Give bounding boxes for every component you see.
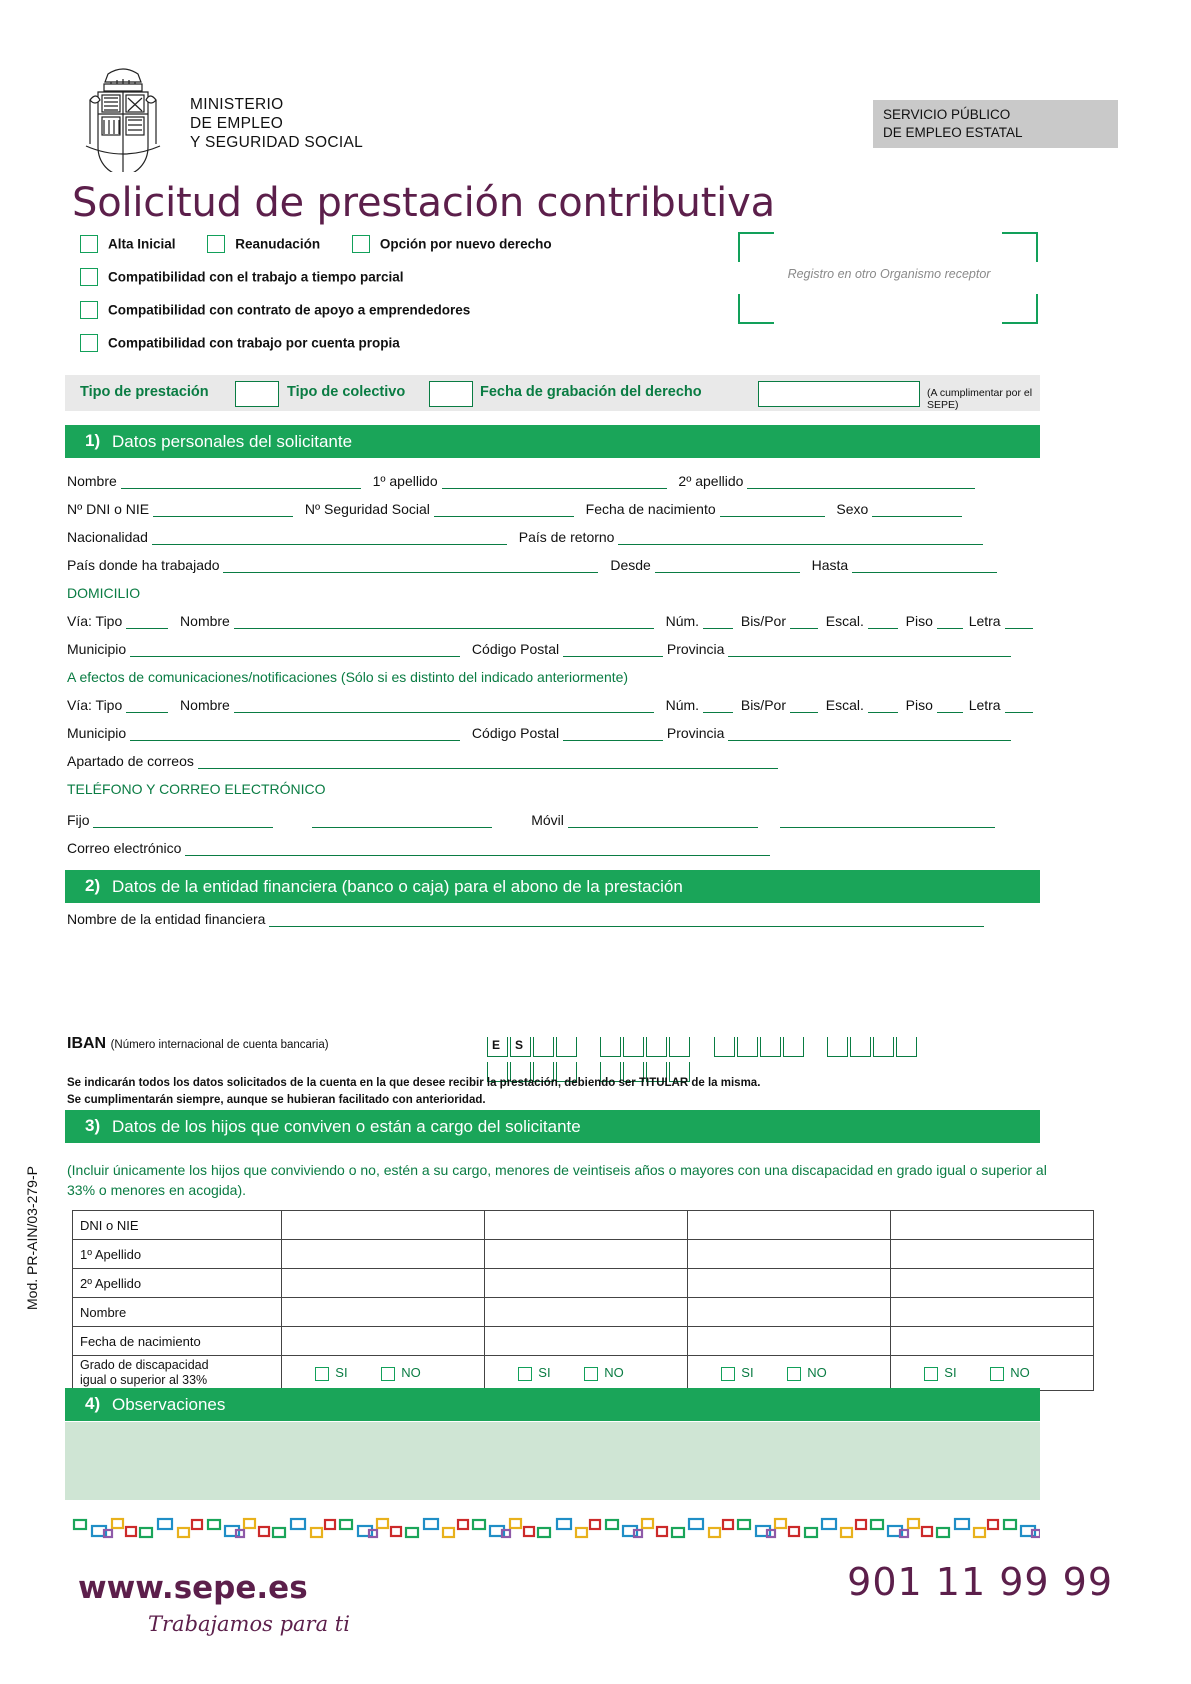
label-via-nombre: Nombre: [180, 697, 230, 713]
cell-disability-1[interactable]: [282, 1356, 485, 1391]
cell-child-4[interactable]: [891, 1240, 1094, 1269]
checkbox-icon[interactable]: [80, 235, 98, 253]
input-pais-trabajado[interactable]: [223, 558, 598, 573]
field-row-nombre: [67, 473, 975, 489]
cell-child-4[interactable]: [891, 1269, 1094, 1298]
iban-cell[interactable]: [760, 1037, 781, 1057]
field-row-notif-via: [67, 697, 1033, 713]
radio-si[interactable]: [721, 1365, 753, 1381]
table-row: [73, 1240, 1094, 1269]
input-municipio[interactable]: [130, 642, 460, 657]
section-number: 2): [85, 876, 101, 895]
radio-no[interactable]: [787, 1365, 827, 1381]
checkbox-icon[interactable]: [924, 1367, 938, 1381]
cell-child-2[interactable]: [485, 1298, 688, 1327]
input-via-nombre[interactable]: [234, 614, 654, 629]
input-nacionalidad[interactable]: [152, 530, 507, 545]
checkbox-icon[interactable]: [518, 1367, 532, 1381]
ministry-line-1: MINISTERIO: [190, 96, 284, 113]
iban-group-2[interactable]: [600, 1037, 692, 1062]
field-row-pais-trabajado: [67, 557, 997, 573]
cell-disability-3[interactable]: [688, 1356, 891, 1391]
iban-cell[interactable]: [714, 1037, 735, 1057]
corner-mark: [1002, 294, 1038, 324]
input-apartado-correos[interactable]: [198, 754, 778, 769]
label-fijo: Fijo: [67, 812, 90, 828]
field-row-dni: [67, 501, 962, 517]
label-no: NO: [1010, 1365, 1030, 1381]
option-alta-inicial[interactable]: [80, 235, 176, 253]
cell-child-3[interactable]: [688, 1298, 891, 1327]
section-title: Observaciones: [112, 1395, 226, 1414]
section-title: Datos personales del solicitante: [112, 432, 353, 451]
table-row: [73, 1269, 1094, 1298]
cell-child-2[interactable]: [485, 1240, 688, 1269]
table-row: [73, 1327, 1094, 1356]
cell-child-1[interactable]: [282, 1211, 485, 1240]
iban-cell[interactable]: [873, 1037, 894, 1057]
label-dni: Nº DNI o NIE: [67, 501, 150, 517]
iban-note-1: Se indicarán todos los datos solicitados de la cuenta en la que desee recibir la prestación, debiendo ser TITULAR de la misma.: [67, 1077, 761, 1089]
label-codigo-postal: Código Postal: [471, 641, 560, 657]
sepe-fill-band: [65, 375, 1040, 411]
subheading-notificaciones: A efectos de comunicaciones/notificaciones (Sólo si es distinto del indicado anteriormente): [67, 669, 629, 685]
cell-child-2[interactable]: [485, 1269, 688, 1298]
input-notif-via-tipo[interactable]: [126, 698, 168, 713]
label-iban: IBAN: [67, 1035, 107, 1052]
checkbox-icon[interactable]: [990, 1367, 1004, 1381]
page-title: Solicitud de prestación contributiva: [72, 180, 775, 226]
input-nombre-entidad[interactable]: [269, 912, 984, 927]
footer-website[interactable]: www.sepe.es: [78, 1570, 308, 1606]
iban-group-1[interactable]: [487, 1037, 579, 1062]
checkbox-icon[interactable]: [381, 1367, 395, 1381]
label-sexo: Sexo: [836, 501, 869, 517]
subheading-domicilio: DOMICILIO: [67, 585, 141, 601]
cell-child-1[interactable]: [282, 1269, 485, 1298]
label-apellido2: 2º apellido: [678, 473, 744, 489]
field-row-apartado: [67, 753, 778, 769]
input-fecha-grabacion[interactable]: [758, 381, 920, 407]
label-codigo-postal: Código Postal: [471, 725, 560, 741]
checkbox-icon[interactable]: [315, 1367, 329, 1381]
label-escal: Escal.: [825, 613, 864, 629]
input-correo[interactable]: [185, 841, 770, 856]
label-letra: Letra: [968, 697, 1001, 713]
checkbox-icon[interactable]: [207, 235, 225, 253]
option-row-1: [80, 235, 720, 268]
label-no: NO: [604, 1365, 624, 1381]
ministry-name: [190, 95, 363, 152]
option-row-3[interactable]: [80, 301, 720, 334]
input-tipo-colectivo[interactable]: [429, 381, 473, 407]
table-row-disability: [73, 1356, 1094, 1391]
label-via-nombre: Nombre: [180, 613, 230, 629]
input-pais-retorno[interactable]: [618, 530, 983, 545]
input-dni[interactable]: [153, 502, 293, 517]
checkbox-icon[interactable]: [80, 334, 98, 352]
label-no: NO: [807, 1365, 827, 1381]
input-desde[interactable]: [655, 558, 800, 573]
ministry-line-3: Y SEGURIDAD SOCIAL: [190, 134, 364, 151]
row-label: Fecha de nacimiento: [73, 1327, 282, 1356]
ministry-line-2: DE EMPLEO: [190, 115, 284, 132]
registro-caption: Registro en otro Organismo receptor: [787, 267, 991, 281]
option-label: Compatibilidad con trabajo por cuenta propia: [108, 335, 400, 351]
radio-si[interactable]: [315, 1365, 347, 1381]
label-provincia: Provincia: [666, 725, 725, 741]
coat-of-arms-spain-icon: [78, 62, 168, 172]
input-via-tipo[interactable]: [126, 614, 168, 629]
subheading-telefono: TELÉFONO Y CORREO ELECTRÓNICO: [67, 781, 326, 797]
label-si: SI: [944, 1365, 957, 1381]
sepe-note: (A cumplimentar por el SEPE): [927, 387, 1033, 411]
checkbox-icon[interactable]: [80, 268, 98, 286]
row-label: 1º Apellido: [73, 1240, 282, 1269]
input-notif-bis-por[interactable]: [790, 698, 818, 713]
label-num: Núm.: [665, 697, 700, 713]
iban-cell[interactable]: [510, 1037, 531, 1057]
label-tipo-prestacion: Tipo de prestación: [80, 384, 209, 400]
iban-cell[interactable]: [623, 1037, 644, 1057]
label-no: NO: [401, 1365, 421, 1381]
input-notif-via-nombre[interactable]: [234, 698, 654, 713]
table-row: [73, 1298, 1094, 1327]
input-sexo[interactable]: [872, 502, 962, 517]
footer-phone: 901 11 99 99: [847, 1560, 1113, 1604]
radio-no[interactable]: [990, 1365, 1030, 1381]
sepe-line-2: DE EMPLEO ESTATAL: [883, 125, 1023, 140]
cell-child-2[interactable]: [485, 1327, 688, 1356]
iban-cell[interactable]: [487, 1037, 508, 1057]
corner-mark: [738, 232, 774, 262]
label-correo: Correo electrónico: [67, 840, 182, 856]
input-escal[interactable]: [868, 614, 898, 629]
label-apartado-correos: Apartado de correos: [67, 753, 194, 769]
iban-cell[interactable]: [669, 1037, 690, 1057]
iban-cell[interactable]: [827, 1037, 848, 1057]
input-notif-piso[interactable]: [937, 698, 963, 713]
label-si: SI: [335, 1365, 348, 1381]
input-apellido1[interactable]: [442, 474, 667, 489]
label-municipio: Municipio: [67, 725, 127, 741]
input-num[interactable]: [703, 614, 733, 629]
input-notif-codigo-postal[interactable]: [563, 726, 663, 741]
field-row-telefonos: [67, 812, 995, 828]
label-seguridad-social: Nº Seguridad Social: [304, 501, 430, 517]
row-label-disability: [73, 1356, 282, 1391]
label-piso: Piso: [905, 613, 933, 629]
iban-group-3[interactable]: [714, 1037, 806, 1062]
input-letra[interactable]: [1005, 614, 1033, 629]
field-row-correo: [67, 840, 770, 856]
cell-disability-4[interactable]: [891, 1356, 1094, 1391]
option-label: Alta Inicial: [108, 236, 176, 252]
section-1-header: [65, 425, 1040, 458]
input-provincia[interactable]: [728, 642, 1011, 657]
registro-stamp-area: [738, 232, 1038, 324]
radio-no[interactable]: [381, 1365, 421, 1381]
option-row-4[interactable]: [80, 334, 720, 367]
input-apellido2[interactable]: [747, 474, 975, 489]
checkbox-icon[interactable]: [787, 1367, 801, 1381]
input-piso[interactable]: [937, 614, 963, 629]
corner-mark: [1002, 232, 1038, 262]
iban-cell[interactable]: [850, 1037, 871, 1057]
input-fijo-1[interactable]: [93, 813, 273, 828]
label-escal: Escal.: [825, 697, 864, 713]
radio-si[interactable]: [518, 1365, 550, 1381]
label-nombre-entidad: Nombre de la entidad financiera: [67, 911, 266, 927]
input-nombre[interactable]: [121, 474, 361, 489]
option-label: Reanudación: [235, 236, 321, 252]
cell-child-2[interactable]: [485, 1211, 688, 1240]
checkbox-icon[interactable]: [721, 1367, 735, 1381]
cell-child-4[interactable]: [891, 1298, 1094, 1327]
label-via-tipo: Vía: Tipo: [67, 613, 123, 629]
cell-child-1[interactable]: [282, 1298, 485, 1327]
section-number: 1): [85, 431, 101, 450]
label-apellido1: 1º apellido: [372, 473, 438, 489]
iban-notes: [67, 1075, 760, 1109]
field-row-notif-municipio: [67, 725, 1011, 741]
label-si: SI: [741, 1365, 754, 1381]
label-via-tipo: Vía: Tipo: [67, 697, 123, 713]
input-tipo-prestacion[interactable]: [235, 381, 279, 407]
observaciones-textarea[interactable]: [65, 1422, 1040, 1500]
table-row: [73, 1211, 1094, 1240]
option-label: Opción por nuevo derecho: [379, 236, 552, 252]
label-bis-por: Bis/Por: [740, 697, 786, 713]
section-number: 3): [85, 1116, 101, 1135]
label-hasta: Hasta: [811, 557, 849, 573]
section-number: 4): [85, 1394, 101, 1413]
iban-cell[interactable]: [556, 1037, 577, 1057]
footer-slogan: Trabajamos para ti: [148, 1612, 350, 1636]
cell-child-3[interactable]: [688, 1269, 891, 1298]
option-checkbox-group: [80, 235, 720, 367]
input-notif-provincia[interactable]: [728, 726, 1011, 741]
option-label: Compatibilidad con el trabajo a tiempo parcial: [108, 269, 404, 285]
cell-child-4[interactable]: [891, 1327, 1094, 1356]
cell-child-3[interactable]: [688, 1240, 891, 1269]
cell-child-1[interactable]: [282, 1327, 485, 1356]
iban-cell[interactable]: [646, 1037, 667, 1057]
option-reanudacion[interactable]: [207, 235, 320, 253]
label-municipio: Municipio: [67, 641, 127, 657]
input-seguridad-social[interactable]: [434, 502, 574, 517]
label-movil: Móvil: [531, 812, 564, 828]
document-header: [78, 62, 1118, 177]
input-notif-num[interactable]: [703, 698, 733, 713]
input-fijo-2[interactable]: [312, 813, 492, 828]
iban-cell[interactable]: [737, 1037, 758, 1057]
disability-line-1: Grado de discapacidad: [80, 1358, 209, 1372]
option-label: Compatibilidad con contrato de apoyo a emprendedores: [108, 302, 471, 318]
row-label: DNI o NIE: [73, 1211, 282, 1240]
cell-child-3[interactable]: [688, 1211, 891, 1240]
label-provincia: Provincia: [666, 641, 725, 657]
sepe-badge: [873, 100, 1118, 148]
checkbox-icon[interactable]: [584, 1367, 598, 1381]
label-num: Núm.: [665, 613, 700, 629]
row-label: Nombre: [73, 1298, 282, 1327]
checkbox-icon[interactable]: [80, 301, 98, 319]
cell-disability-2[interactable]: [485, 1356, 688, 1391]
section-3-note: (Incluir únicamente los hijos que conviviendo o no, estén a su cargo, menores de veintiseis años o mayores con una discapacidad en grado igual o superior al 33% o menores en acogida).: [67, 1162, 1047, 1198]
label-pais-trabajado: País donde ha trabajado: [67, 557, 220, 573]
field-row-domicilio-municipio: [67, 641, 1011, 657]
children-table: [72, 1210, 1094, 1391]
decorative-strip: [68, 1516, 1040, 1542]
input-bis-por[interactable]: [790, 614, 818, 629]
iban-prefix-letter: S: [515, 1038, 524, 1052]
input-notif-escal[interactable]: [868, 698, 898, 713]
radio-no[interactable]: [584, 1365, 624, 1381]
iban-cell[interactable]: [600, 1037, 621, 1057]
input-movil-2[interactable]: [780, 813, 995, 828]
checkbox-icon[interactable]: [352, 235, 370, 253]
corner-mark: [738, 294, 774, 324]
input-notif-letra[interactable]: [1005, 698, 1033, 713]
label-fecha-nacimiento: Fecha de nacimiento: [585, 501, 716, 517]
sepe-line-1: SERVICIO PÚBLICO: [883, 107, 1011, 122]
section-title: Datos de la entidad financiera (banco o caja) para el abono de la prestación: [112, 877, 683, 896]
row-label: 2º Apellido: [73, 1269, 282, 1298]
section-2-header: [65, 870, 1040, 903]
field-row-domicilio-via: [67, 613, 1033, 629]
iban-prefix-letter: E: [492, 1038, 501, 1052]
label-pais-retorno: País de retorno: [518, 529, 615, 545]
label-iban-sub: (Número internacional de cuenta bancaria): [110, 1039, 329, 1051]
iban-cell[interactable]: [533, 1037, 554, 1057]
label-nombre: Nombre: [67, 473, 117, 489]
label-desde: Desde: [610, 557, 651, 573]
label-nacionalidad: Nacionalidad: [67, 529, 148, 545]
iban-group-4[interactable]: [827, 1037, 919, 1062]
option-row-2[interactable]: [80, 268, 720, 301]
input-notif-municipio[interactable]: [130, 726, 460, 741]
cell-child-4[interactable]: [891, 1211, 1094, 1240]
iban-note-2: Se cumplimentarán siempre, aunque se hubieran facilitado con anterioridad.: [67, 1094, 486, 1106]
field-row-nacionalidad: [67, 529, 983, 545]
iban-block: [67, 1035, 1047, 1053]
input-fecha-nacimiento[interactable]: [720, 502, 825, 517]
disability-line-2: igual o superior al 33%: [80, 1373, 208, 1387]
input-hasta[interactable]: [852, 558, 997, 573]
radio-si[interactable]: [924, 1365, 956, 1381]
cell-child-3[interactable]: [688, 1327, 891, 1356]
label-letra: Letra: [968, 613, 1001, 629]
label-piso: Piso: [905, 697, 933, 713]
option-opcion-nuevo-derecho[interactable]: [352, 235, 552, 253]
input-codigo-postal[interactable]: [563, 642, 663, 657]
label-bis-por: Bis/Por: [740, 613, 786, 629]
label-fecha-grabacion: Fecha de grabación del derecho: [480, 384, 702, 400]
label-si: SI: [538, 1365, 551, 1381]
form-model-code: Mod. PR-AIN/03-279-P: [24, 1166, 40, 1310]
section-3-header: [65, 1110, 1040, 1143]
input-movil-1[interactable]: [568, 813, 758, 828]
label-tipo-colectivo: Tipo de colectivo: [287, 384, 406, 400]
section-title: Datos de los hijos que conviven o están a cargo del solicitante: [112, 1117, 581, 1136]
field-row-entidad: [67, 911, 984, 927]
section-4-header: [65, 1388, 1040, 1421]
cell-child-1[interactable]: [282, 1240, 485, 1269]
iban-cell[interactable]: [783, 1037, 804, 1057]
iban-cell[interactable]: [896, 1037, 917, 1057]
